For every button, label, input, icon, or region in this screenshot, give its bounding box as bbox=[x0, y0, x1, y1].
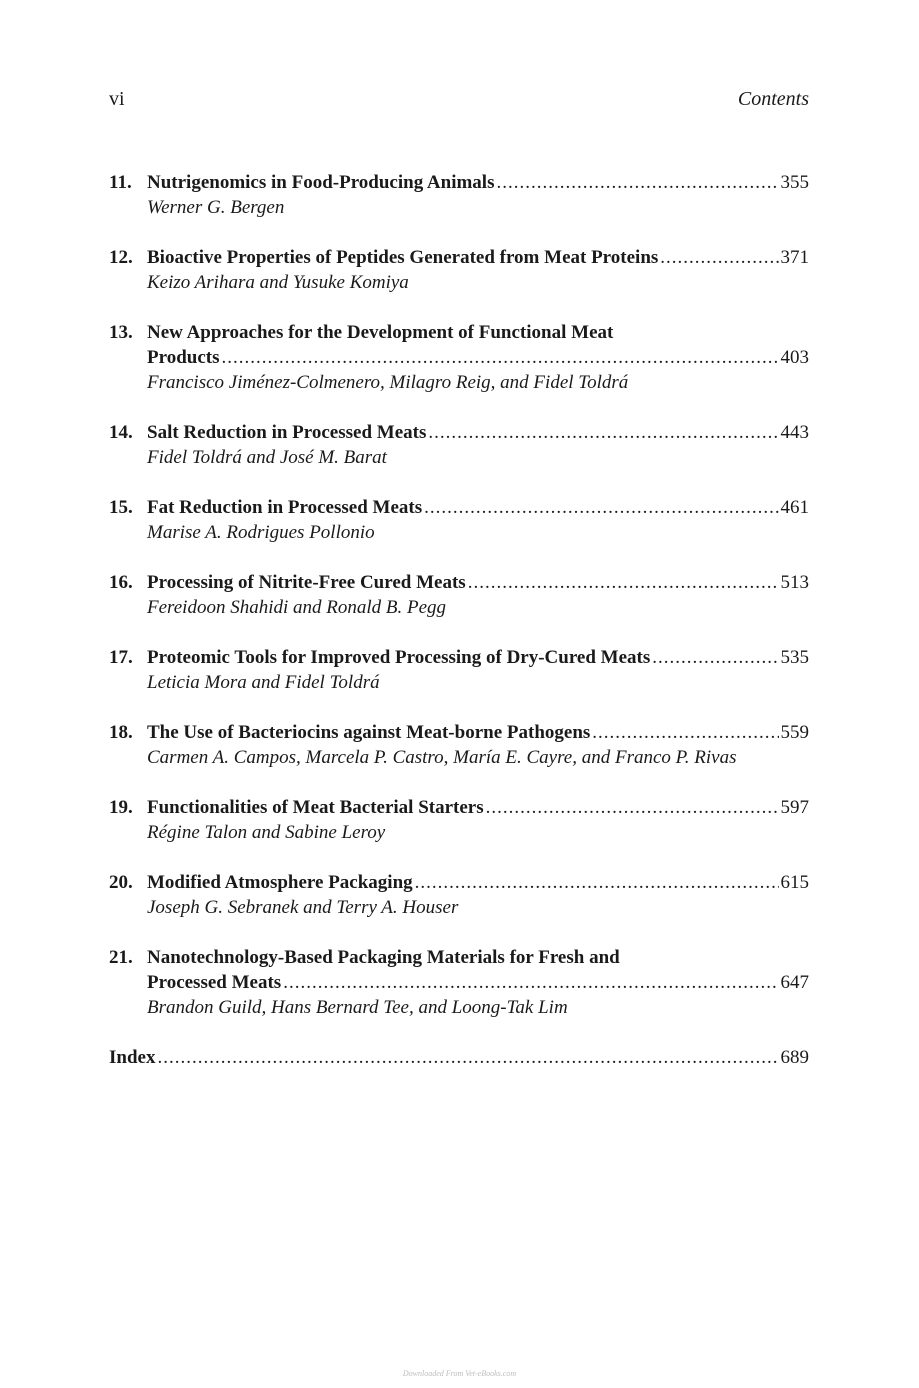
chapter-title-line bbox=[147, 970, 809, 995]
chapter-authors: Marise A. Rodrigues Pollonio bbox=[147, 522, 375, 543]
index-entry[interactable] bbox=[109, 1045, 809, 1070]
chapter-number: 13. bbox=[109, 322, 133, 343]
chapter-title-line bbox=[147, 420, 809, 445]
dot-leader bbox=[221, 345, 778, 370]
chapter-authors: Régine Talon and Sabine Leroy bbox=[147, 822, 386, 843]
toc-entry[interactable] bbox=[109, 170, 809, 220]
chapter-authors: Keizo Arihara and Yusuke Komiya bbox=[147, 272, 409, 293]
dot-leader bbox=[486, 795, 779, 820]
chapter-title: New Approaches for the Development of Functional Meat bbox=[147, 322, 614, 343]
chapter-number: 11. bbox=[109, 172, 132, 193]
chapter-page-number: 647 bbox=[780, 972, 809, 993]
chapter-title: Modified Atmosphere Packaging bbox=[147, 872, 413, 893]
chapter-title-line bbox=[147, 345, 809, 370]
chapter-page-number: 371 bbox=[780, 247, 809, 268]
dot-leader bbox=[424, 495, 778, 520]
index-line bbox=[109, 1045, 809, 1070]
chapter-title: Functionalities of Meat Bacterial Starters bbox=[147, 797, 484, 818]
chapter-number: 17. bbox=[109, 647, 133, 668]
chapter-title-line bbox=[147, 570, 809, 595]
chapter-title-line bbox=[147, 245, 809, 270]
chapter-title-line bbox=[147, 720, 809, 745]
chapter-page-number: 597 bbox=[780, 797, 809, 818]
chapter-page-number: 403 bbox=[780, 347, 809, 368]
running-head bbox=[109, 86, 809, 112]
chapter-authors: Joseph G. Sebranek and Terry A. Houser bbox=[147, 897, 459, 918]
chapter-title: Processing of Nitrite-Free Cured Meats bbox=[147, 572, 466, 593]
chapter-title-line bbox=[147, 170, 809, 195]
toc-entry[interactable] bbox=[109, 320, 809, 395]
chapter-title-line bbox=[147, 945, 809, 970]
chapter-page-number: 615 bbox=[780, 872, 809, 893]
dot-leader bbox=[496, 170, 778, 195]
chapter-number: 16. bbox=[109, 572, 133, 593]
toc-entry[interactable] bbox=[109, 570, 809, 620]
chapter-title-line bbox=[147, 870, 809, 895]
chapter-title: Products bbox=[147, 347, 220, 368]
index-page-number: 689 bbox=[780, 1047, 809, 1068]
chapter-authors: Fidel Toldrá and José M. Barat bbox=[147, 447, 387, 468]
chapter-title: Salt Reduction in Processed Meats bbox=[147, 422, 427, 443]
chapter-page-number: 461 bbox=[780, 497, 809, 518]
chapter-number: 18. bbox=[109, 722, 133, 743]
chapter-page-number: 535 bbox=[780, 647, 809, 668]
toc-entry[interactable] bbox=[109, 495, 809, 545]
chapter-title-line bbox=[147, 645, 809, 670]
chapter-authors: Brandon Guild, Hans Bernard Tee, and Loong-Tak Lim bbox=[147, 997, 568, 1018]
chapter-number: 20. bbox=[109, 872, 133, 893]
chapter-page-number: 443 bbox=[780, 422, 809, 443]
chapter-title: Fat Reduction in Processed Meats bbox=[147, 497, 423, 518]
toc-entry[interactable] bbox=[109, 945, 809, 1020]
dot-leader bbox=[592, 720, 778, 745]
chapter-title: Proteomic Tools for Improved Processing of Dry-Cured Meats bbox=[147, 647, 651, 668]
chapter-number: 15. bbox=[109, 497, 133, 518]
chapter-page-number: 513 bbox=[780, 572, 809, 593]
dot-leader bbox=[157, 1045, 778, 1070]
chapter-authors: Fereidoon Shahidi and Ronald B. Pegg bbox=[147, 597, 447, 618]
chapter-page-number: 355 bbox=[780, 172, 809, 193]
chapter-number: 12. bbox=[109, 247, 133, 268]
chapter-number: 14. bbox=[109, 422, 133, 443]
chapter-authors: Werner G. Bergen bbox=[147, 197, 285, 218]
chapter-authors: Francisco Jiménez-Colmenero, Milagro Reig, and Fidel Toldrá bbox=[147, 372, 629, 393]
chapter-page-number: 559 bbox=[780, 722, 809, 743]
chapter-title-line bbox=[147, 495, 809, 520]
toc-entry[interactable] bbox=[109, 720, 809, 770]
toc-entry[interactable] bbox=[109, 420, 809, 470]
toc-entry[interactable] bbox=[109, 645, 809, 695]
chapter-authors: Carmen A. Campos, Marcela P. Castro, María E. Cayre, and Franco P. Rivas bbox=[147, 747, 737, 768]
index-label: Index bbox=[109, 1047, 156, 1068]
toc-entry[interactable] bbox=[109, 245, 809, 295]
dot-leader bbox=[652, 645, 778, 670]
chapter-authors: Leticia Mora and Fidel Toldrá bbox=[147, 672, 380, 693]
toc-entry[interactable] bbox=[109, 795, 809, 845]
chapter-title: Bioactive Properties of Peptides Generated from Meat Proteins bbox=[147, 247, 659, 268]
table-of-contents bbox=[109, 170, 809, 1095]
dot-leader bbox=[428, 420, 778, 445]
dot-leader bbox=[415, 870, 779, 895]
chapter-title: Processed Meats bbox=[147, 972, 282, 993]
dot-leader bbox=[660, 245, 778, 270]
download-watermark: Downloaded From Vet-eBooks.com bbox=[402, 1369, 517, 1378]
chapter-number: 21. bbox=[109, 947, 133, 968]
dot-leader bbox=[468, 570, 779, 595]
page-number: vi bbox=[109, 88, 125, 110]
chapter-title: Nanotechnology-Based Packaging Materials for Fresh and bbox=[147, 947, 620, 968]
section-title: Contents bbox=[737, 88, 809, 110]
toc-entry[interactable] bbox=[109, 870, 809, 920]
dot-leader bbox=[283, 970, 778, 995]
chapter-title: Nutrigenomics in Food-Producing Animals bbox=[147, 172, 495, 193]
chapter-title: The Use of Bacteriocins against Meat-borne Pathogens bbox=[147, 722, 591, 743]
chapter-number: 19. bbox=[109, 797, 133, 818]
chapter-title-line bbox=[147, 320, 809, 345]
chapter-title-line bbox=[147, 795, 809, 820]
